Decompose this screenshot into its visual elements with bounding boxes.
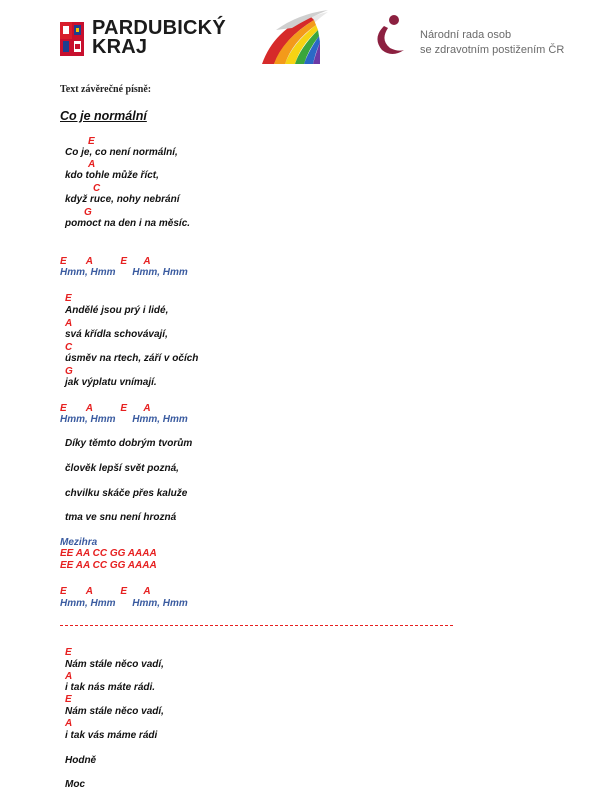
outro-line-4: i tak vás máme rádi — [65, 730, 158, 741]
chorus-line-2: člověk lepší svět pozná, — [65, 463, 179, 474]
nrzp-line-2: se zdravotním postižením ČR — [420, 44, 565, 56]
outro-line-1: Nám stále něco vadí, — [65, 659, 164, 670]
outro-line-3: Nám stále něco vadí, — [65, 706, 164, 717]
hum3-text: Hmm, Hmm Hmm, Hmm — [60, 598, 188, 609]
rainbow-logo-icon — [258, 8, 328, 64]
nrzp-logo-icon — [370, 12, 412, 56]
kraj-line-1: PARDUBICKÝ — [92, 17, 226, 39]
interlude-line-1: EE AA CC GG AAAA — [60, 548, 157, 559]
verse2-chord-2: A — [65, 318, 73, 329]
verse2-chord-4: G — [65, 366, 73, 377]
outro-chord-3: E — [65, 694, 72, 705]
verse1-line-2: kdo tohle může říct, — [65, 170, 159, 181]
verse1-line-1: Co je, co není normální, — [65, 147, 178, 158]
verse1-chord-1: E — [88, 136, 95, 147]
verse2-chord-3: C — [65, 342, 73, 353]
hum1-text: Hmm, Hmm Hmm, Hmm — [60, 267, 188, 278]
outro-chord-1: E — [65, 647, 72, 658]
nrzp-line-1: Národní rada osob — [420, 29, 512, 41]
section-divider — [60, 625, 453, 626]
outro-chord-4: A — [65, 718, 73, 729]
hum2-text: Hmm, Hmm Hmm, Hmm — [60, 414, 188, 425]
verse1-line-4: pomoct na den i na měsíc. — [65, 218, 191, 229]
song-title: Co je normální — [60, 109, 147, 123]
verse2-line-3: úsměv na rtech, září v očích — [65, 353, 199, 364]
pardubice-coat-of-arms-icon — [60, 22, 84, 56]
outro-line-2: i tak nás máte rádi. — [65, 682, 156, 693]
nrzp-logo-text — [420, 28, 564, 58]
page-header — [0, 0, 600, 75]
kraj-logo-text — [92, 19, 226, 57]
verse2-line-4: jak výplatu vnímají. — [65, 377, 157, 388]
hum2-chords: E A E A — [60, 403, 151, 414]
verse1-chord-2: A — [88, 159, 96, 170]
verse2-chord-1: E — [65, 293, 72, 304]
verse1-chord-4: G — [84, 207, 92, 218]
verse1-chord-3: C — [93, 183, 101, 194]
chorus-line-1: Díky těmto dobrým tvorům — [65, 438, 193, 449]
verse2-line-1: Andělé jsou prý i lidé, — [65, 305, 169, 316]
outro-line-5: Hodně — [65, 755, 97, 766]
interlude-label: Mezihra — [60, 537, 98, 548]
hum3-chords: E A E A — [60, 586, 151, 597]
outro-line-6: Moc — [65, 779, 85, 790]
verse2-line-2: svá křídla schovávají, — [65, 329, 168, 340]
kraj-line-2: KRAJ — [92, 36, 148, 58]
verse1-line-3: když ruce, nohy nebrání — [65, 194, 180, 205]
chorus-line-3: chvilku skáče přes kaluže — [65, 488, 188, 499]
outro-chord-2: A — [65, 671, 73, 682]
hum1-chords: E A E A — [60, 256, 151, 267]
chorus-line-4: tma ve snu není hrozná — [65, 512, 177, 523]
interlude-line-2: EE AA CC GG AAAA — [60, 560, 157, 571]
intro-label: Text závěrečné písně: — [60, 84, 152, 95]
